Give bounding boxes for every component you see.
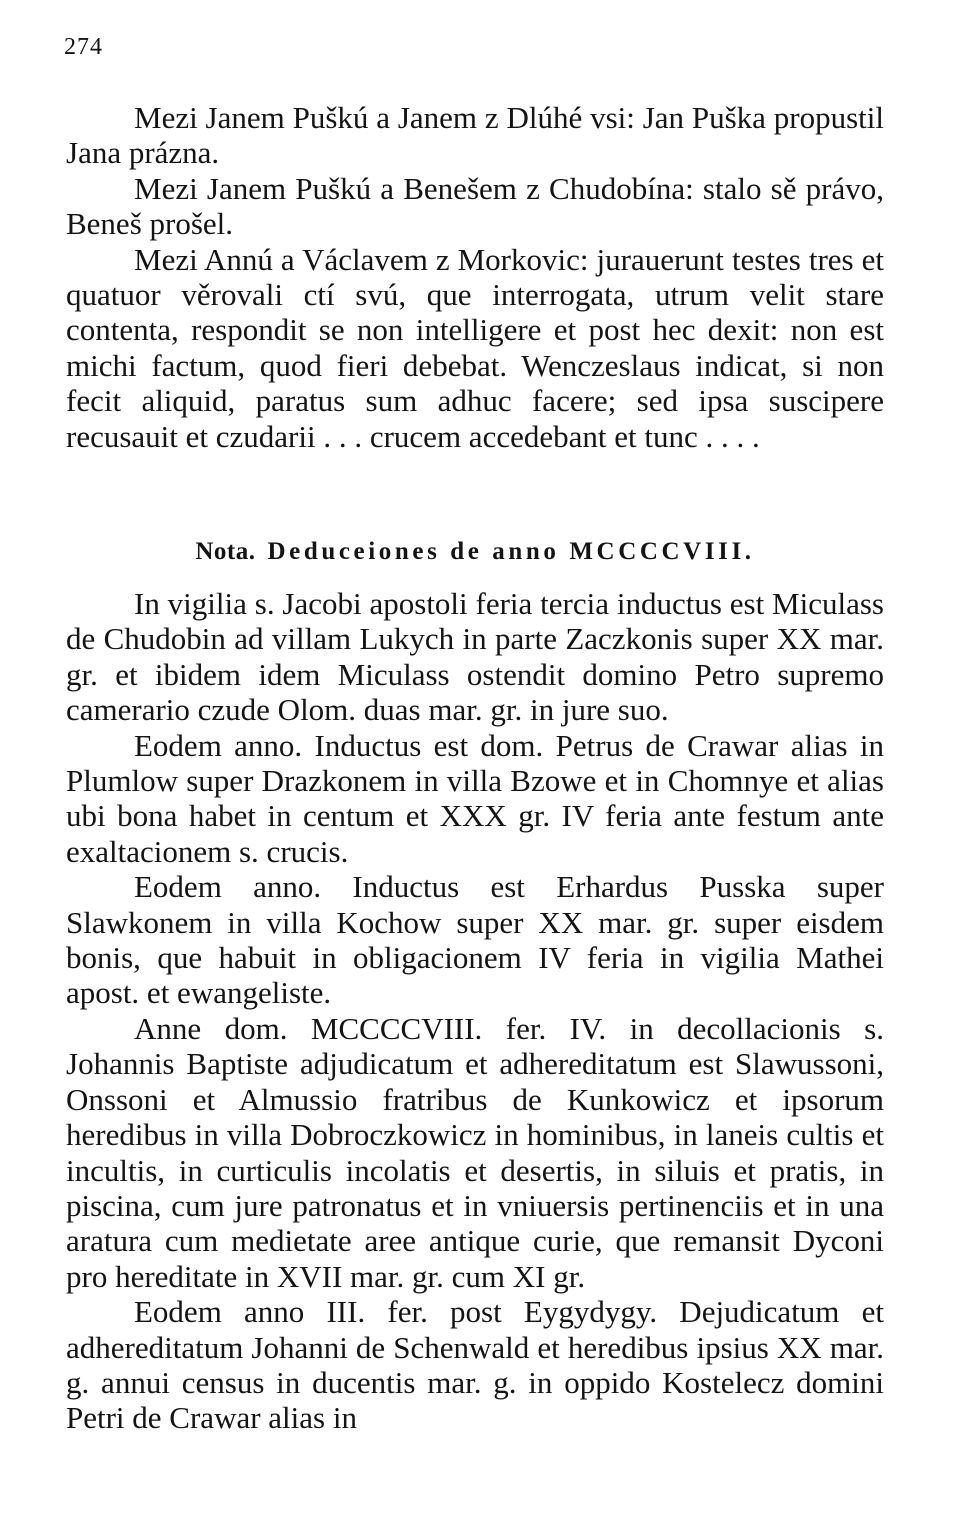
paragraph: Eodem anno. Inductus est Erhardus Pusska super Slawkonem in villa Kochow super XX mar. gr. super eisdem bonis, que habuit in obligacionem IV feria in vigilia Mathei apost. et ewangeliste. bbox=[66, 869, 884, 1011]
heading-prefix: Nota. bbox=[195, 538, 256, 565]
paragraph: Mezi Janem Puškú a Janem z Dlúhé vsi: Jan Puška propustil Jana prázna. bbox=[66, 100, 884, 171]
paragraph: Mezi Annú a Václavem z Morkovic: jurauerunt testes tres et quatuor věrovali ctí svú, que interrogata, utrum velit stare contenta, respondit se non intelligere et post hec dexit: non est michi factum, quod fieri debebat. Wenczeslaus indicat, si non fecit aliquid, paratus sum adhuc facere; sed ipsa suscipere recusauit et czudarii . . . crucem accedebant et tunc . . . . bbox=[66, 241, 884, 454]
paragraph: Mezi Janem Puškú a Benešem z Chudobína: stalo sě právo, Beneš prošel. bbox=[66, 170, 884, 242]
paragraph: Eodem anno III. fer. post Eygydygy. Dejudicatum et adhereditatum Johanni de Schenwald et heredibus ipsius XX mar. g. annui census in ducentis mar. g. in oppido Kostelecz domini Petri de Crawar alias in bbox=[66, 1294, 884, 1436]
paragraph: Anne dom. MCCCCVIII. fer. IV. in decollacionis s. Johannis Baptiste adjudicatum et adhereditatum est Slawussoni, Onssoni et Almussio fratribus de Kunkowicz et ipsorum heredibus in villa Dobroczkowicz in hominibus, in laneis cultis et incultis, in curticulis incolatis et desertis, in siluis et pratis, in piscina, cum jure patronatus et in vniuersis pertinenciis et in una aratura cum medietate aree antique curie, que remansit Dyconi pro hereditate in XVII mar. gr. cum XI gr. bbox=[66, 1010, 884, 1294]
heading-title: Deduceiones de anno MCCCCVIII. bbox=[267, 538, 755, 565]
section-2-text bbox=[66, 586, 884, 1436]
page-number: 274 bbox=[64, 34, 103, 60]
paragraph: In vigilia s. Jacobi apostoli feria tercia inductus est Miculass de Chudobin ad villam Lukych in parte Zaczkonis super XX mar. gr. et ibidem idem Miculass ostendit domino Petro supremo camerario czude Olom. duas mar. gr. in jure suo. bbox=[66, 586, 884, 728]
paragraph: Eodem anno. Inductus est dom. Petrus de Crawar alias in Plumlow super Drazkonem in villa Bzowe et in Chomnye et alias ubi bona habet in centum et XXX gr. IV feria ante festum ante exaltacionem s. crucis. bbox=[66, 727, 884, 869]
section-heading bbox=[66, 538, 884, 566]
section-1-text bbox=[66, 100, 884, 454]
